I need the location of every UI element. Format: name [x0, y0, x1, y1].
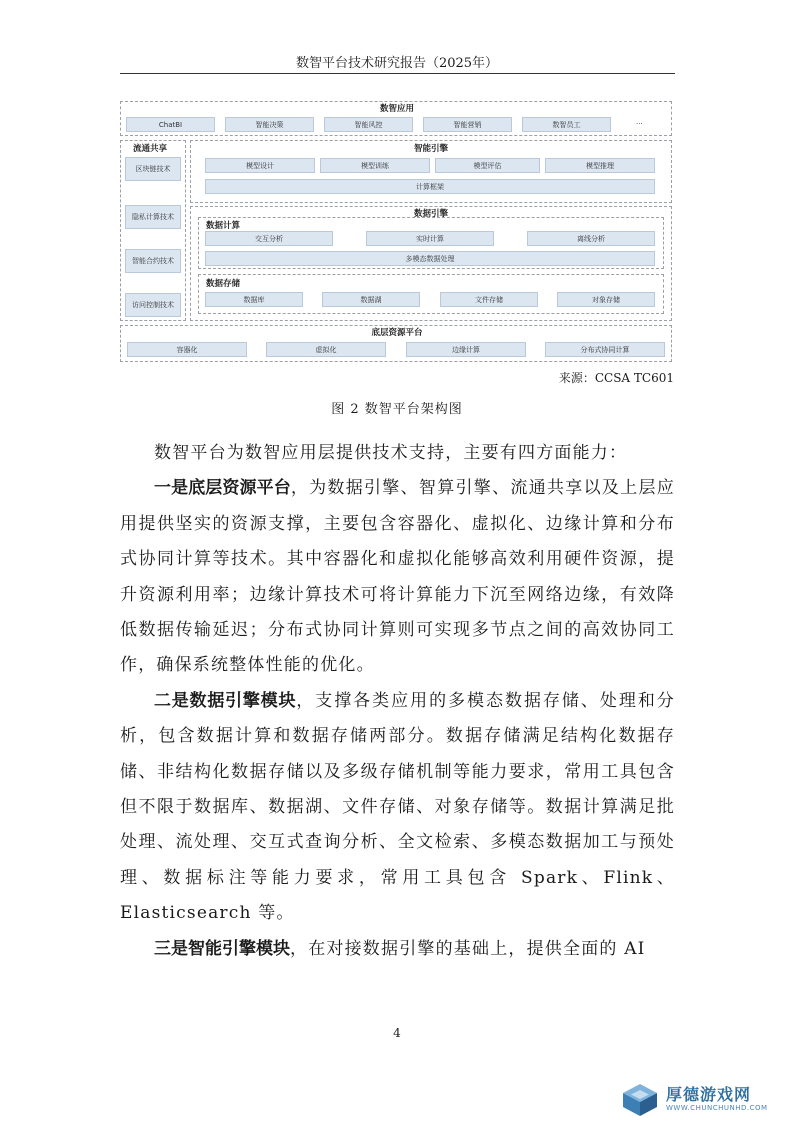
share-title: 流通共享	[133, 144, 168, 154]
data-compute-title: 数据计算	[206, 221, 241, 231]
paragraph-lead: 一是底层资源平台	[154, 478, 291, 499]
ai-engine-title: 智能引擎	[413, 144, 448, 154]
paragraph-text: ，支撑各类应用的多模态数据存储、处理和分析，包含数据计算和数据存储两部分。数据存储满足结构化数据存储、非结构化数据存储以及多级存储机制等能力要求，常用工具包含但不限于数据库、数据湖、文件存储、对象存储等。数据计算满足批处理、流处理、交互式查询分析、全文检索、多模态数据加工与预处理、数据标注等能力要求，常用工具包含 Spark、Flink、Elasticsearch 等。	[120, 690, 676, 924]
ai-chip: 模型评估	[435, 158, 540, 173]
watermark-cn: 厚德游戏网	[666, 1085, 752, 1104]
paragraph	[120, 471, 675, 683]
figure-caption: 图 2 数智平台架构图	[331, 402, 463, 417]
compute-chip: 离线分析	[527, 231, 655, 246]
app-chip: ChatBI	[126, 117, 215, 132]
app-chip: 智能决策	[225, 117, 314, 132]
data-storage-title: 数据存储	[206, 279, 241, 289]
app-more: ...	[636, 118, 643, 126]
app-chip: 数智员工	[522, 117, 611, 132]
paragraph	[120, 932, 675, 967]
base-chip: 边缘计算	[406, 342, 526, 357]
ai-chip: 模型训练	[320, 158, 430, 173]
paragraph	[120, 684, 675, 932]
base-chip: 虚拟化	[266, 342, 386, 357]
architecture-diagram	[0, 0, 794, 370]
storage-chip: 数据湖	[322, 292, 420, 307]
share-chip: 区块链技术	[125, 157, 181, 181]
compute-chip: 交互分析	[205, 231, 333, 246]
figure-source: 来源：CCSA TC601	[558, 371, 674, 385]
ai-chip: 模型设计	[205, 158, 315, 173]
paragraph	[120, 436, 675, 471]
app-layer-title: 数智应用	[379, 104, 414, 114]
base-chip: 容器化	[127, 342, 247, 357]
app-chip: 智能风控	[324, 117, 413, 132]
paragraph-lead: 三是智能引擎模块	[154, 938, 290, 959]
ai-chip: 模型推理	[545, 158, 655, 173]
data-engine-title: 数据引擎	[413, 209, 448, 219]
watermark-logo	[620, 1082, 790, 1118]
storage-chip: 数据库	[205, 292, 303, 307]
paragraph-lead: 二是数据引擎模块	[154, 690, 297, 711]
running-header: 数智平台技术研究报告（2025年）	[295, 56, 499, 71]
share-chip: 隐私计算技术	[125, 205, 181, 229]
watermark-en: WWW.CHUNCHUNHD.COM	[666, 1104, 768, 1112]
body-text	[120, 436, 675, 967]
cube-logo-icon	[620, 1082, 660, 1118]
storage-chip: 对象存储	[557, 292, 655, 307]
page-number: 4	[393, 1026, 401, 1040]
storage-chip: 文件存储	[440, 292, 538, 307]
base-chip: 分布式协同计算	[545, 342, 665, 357]
multimodal-chip: 多模态数据处理	[205, 251, 655, 266]
paragraph-text: ，在对接数据引擎的基础上，提供全面的 AI	[290, 938, 646, 959]
paragraph-text: 数智平台为数智应用层提供技术支持，主要有四方面能力：	[154, 443, 628, 463]
compute-framework-chip: 计算框架	[205, 179, 655, 194]
compute-chip: 实时计算	[366, 231, 494, 246]
share-chip: 智能合约技术	[125, 249, 181, 273]
share-chip: 访问控制技术	[125, 293, 181, 317]
paragraph-text: ，为数据引擎、智算引擎、流通共享以及上层应用提供坚实的资源支撑，主要包含容器化、虚拟化、边缘计算和分布式协同计算等技术。其中容器化和虚拟化能够高效利用硬件资源，提升资源利用率；边缘计算技术可将计算能力下沉至网络边缘，有效降低数据传输延迟；分布式协同计算则可实现多节点之间的高效协同工作，确保系统整体性能的优化。	[120, 478, 676, 676]
base-layer-title: 底层资源平台	[371, 328, 423, 338]
app-chip: 智能营销	[423, 117, 512, 132]
